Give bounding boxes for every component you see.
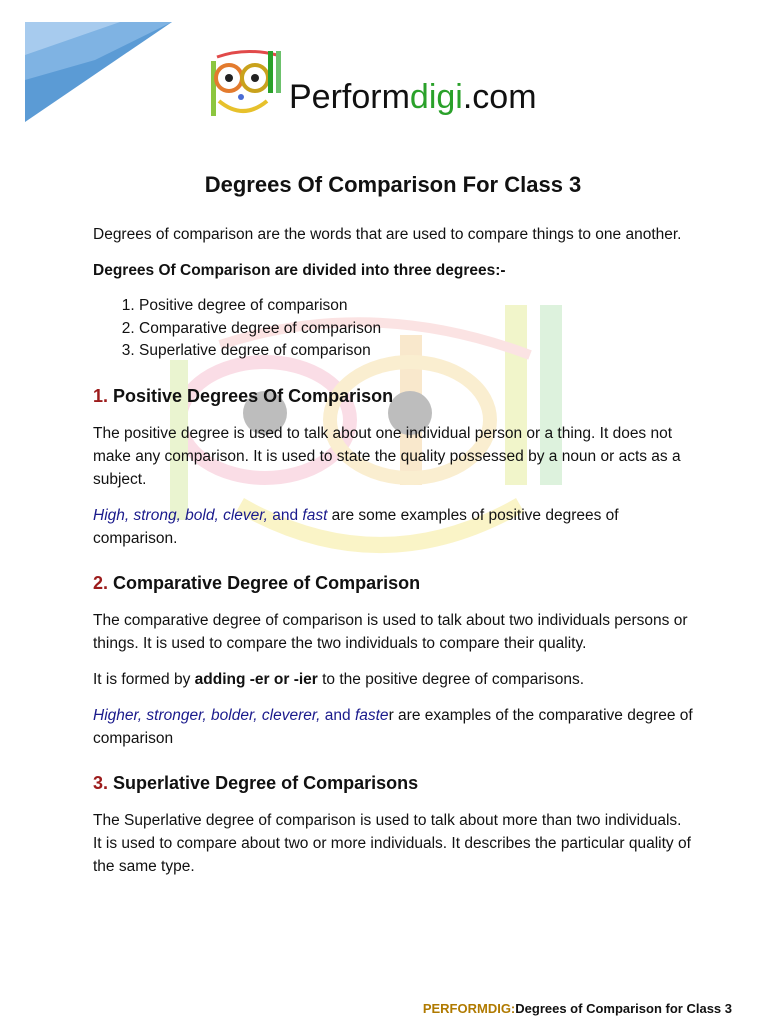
brand-accent-text: digi xyxy=(409,78,463,116)
performdigi-logo xyxy=(205,45,605,125)
brand-dark-text: Perform xyxy=(289,78,410,116)
formed-bold: adding -er or -ier xyxy=(194,670,318,688)
intro-paragraph: Degrees of comparison are the words that are used to compare things to one another. xyxy=(93,226,682,243)
section-number: 2. xyxy=(93,572,109,593)
comparative-examples xyxy=(93,704,693,750)
positive-paragraph: The positive degree is used to talk about one individual person or a thing. It does not make any comparison. It is used to state the quality possessed by a noun or acts as a subject. xyxy=(93,424,681,488)
formed-pre: It is formed by xyxy=(93,670,195,688)
document-body xyxy=(93,170,693,891)
footer-text: Degrees of Comparison for Class 3 xyxy=(515,1001,732,1016)
corner-decoration xyxy=(0,0,175,125)
list-item: 3. Superlative degree of comparison xyxy=(139,340,693,363)
list-item: 2. Comparative degree of comparison xyxy=(139,318,693,341)
list-item: 1. Positive degree of comparison xyxy=(139,295,693,318)
examples-last: fast xyxy=(302,506,328,524)
section-number: 1. xyxy=(93,385,109,406)
examples-italic: High, strong, bold, clever, xyxy=(93,506,268,524)
examples-rest: r are examples of the comparative degree of comparison xyxy=(93,706,693,747)
brand-wordmark xyxy=(289,78,537,117)
positive-examples xyxy=(93,504,693,550)
brand-tail-text: .com xyxy=(462,78,537,116)
footer-brand: PERFORMDIG: xyxy=(422,1001,516,1016)
page-title: Degrees Of Comparison For Class 3 xyxy=(204,172,582,197)
section-heading-positive xyxy=(93,383,693,409)
pd-face-icon xyxy=(205,45,290,125)
section-title: Superlative Degree of Comparisons xyxy=(113,772,419,793)
examples-italic: Higher, stronger, bolder, cleverer, xyxy=(93,706,321,724)
examples-and: and xyxy=(320,706,355,724)
comparative-paragraph: The comparative degree of comparison is used to talk about two individuals persons or things. It is used to compare the two individuals to compare their quality. xyxy=(93,611,688,652)
page-footer xyxy=(423,1001,732,1016)
section-number: 3. xyxy=(93,772,109,793)
formed-post: to the positive degree of comparisons. xyxy=(317,670,585,688)
superlative-paragraph: The Superlative degree of comparison is used to talk about more than two individuals. It is used to compare about two or more individuals. It describes the particular quality of the same type. xyxy=(93,811,691,875)
examples-and: and xyxy=(267,506,303,524)
comparative-formed xyxy=(93,668,693,691)
examples-rest: are some examples of positive degrees of comparison. xyxy=(93,506,619,547)
degrees-list xyxy=(93,295,693,363)
divided-heading: Degrees Of Comparison are divided into three degrees:- xyxy=(93,262,506,279)
section-heading-comparative xyxy=(93,570,693,596)
section-title: Positive Degrees Of Comparison xyxy=(113,385,394,406)
examples-last: faste xyxy=(354,706,389,724)
section-heading-superlative xyxy=(93,770,693,796)
section-title: Comparative Degree of Comparison xyxy=(113,572,421,593)
